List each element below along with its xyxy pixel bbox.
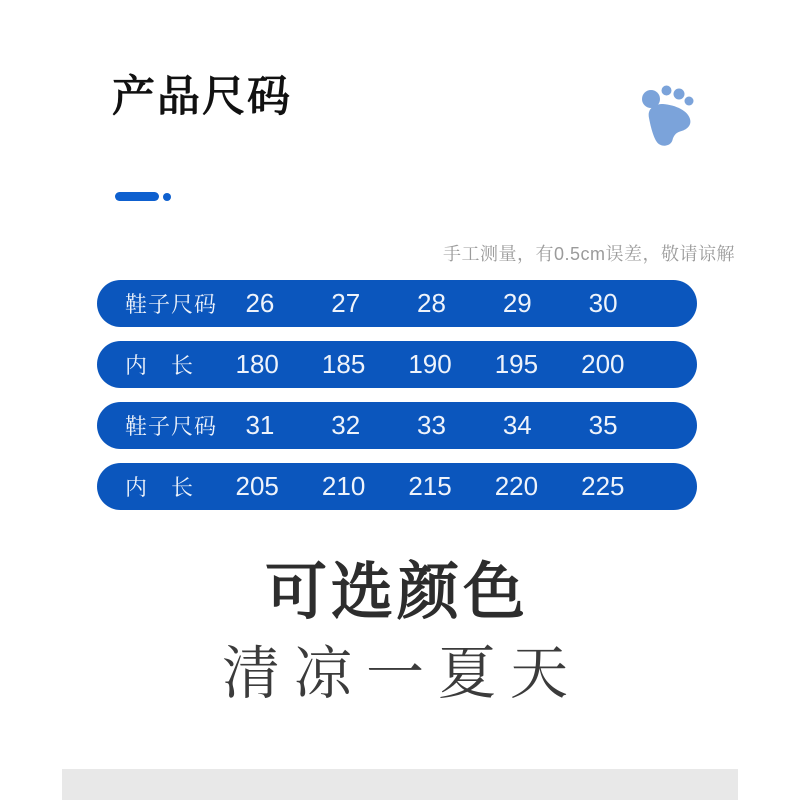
size-row-value: 190 (408, 349, 452, 379)
size-table-row (97, 463, 697, 510)
size-row-value: 33 (417, 410, 446, 440)
size-row-value: 32 (331, 410, 361, 440)
page-title: 产品尺码 (112, 73, 292, 121)
size-row-value: 180 (235, 349, 279, 379)
color-section-heading: 可选颜色 (264, 558, 529, 627)
size-row-value: 28 (417, 288, 446, 318)
size-row-value: 34 (502, 410, 532, 440)
size-row-label: 鞋子尺码 (125, 292, 218, 317)
size-row-value: 215 (408, 471, 452, 501)
size-row-value: 35 (588, 410, 618, 440)
size-row-label: 内 长 (125, 353, 195, 378)
bottom-strip (62, 769, 738, 800)
size-row-value: 185 (321, 349, 366, 379)
color-section-subheading: 清凉一夏天 (221, 641, 582, 706)
size-table-row (97, 341, 697, 388)
size-row-value: 30 (588, 288, 618, 318)
size-row-label: 内 长 (125, 475, 195, 500)
size-row-value: 200 (581, 349, 625, 379)
size-row-value: 225 (581, 471, 625, 501)
size-row-value: 29 (502, 288, 532, 318)
size-row-value: 205 (235, 471, 279, 501)
baby-footprint-icon (633, 73, 703, 148)
size-row-value: 31 (245, 410, 275, 440)
measurement-note: 手工测量，有0.5cm误差，敬请谅解 (442, 244, 735, 264)
size-row-value: 27 (331, 288, 361, 318)
size-row-value: 195 (494, 349, 539, 379)
size-table-row (97, 280, 697, 327)
size-row-value: 210 (321, 471, 366, 501)
accent-dash (115, 192, 159, 201)
size-row-value: 220 (494, 471, 539, 501)
size-row-value: 26 (245, 288, 275, 318)
size-row-label: 鞋子尺码 (125, 414, 218, 439)
size-table-row (97, 402, 697, 449)
size-table (97, 280, 697, 524)
accent-dot (163, 193, 171, 201)
